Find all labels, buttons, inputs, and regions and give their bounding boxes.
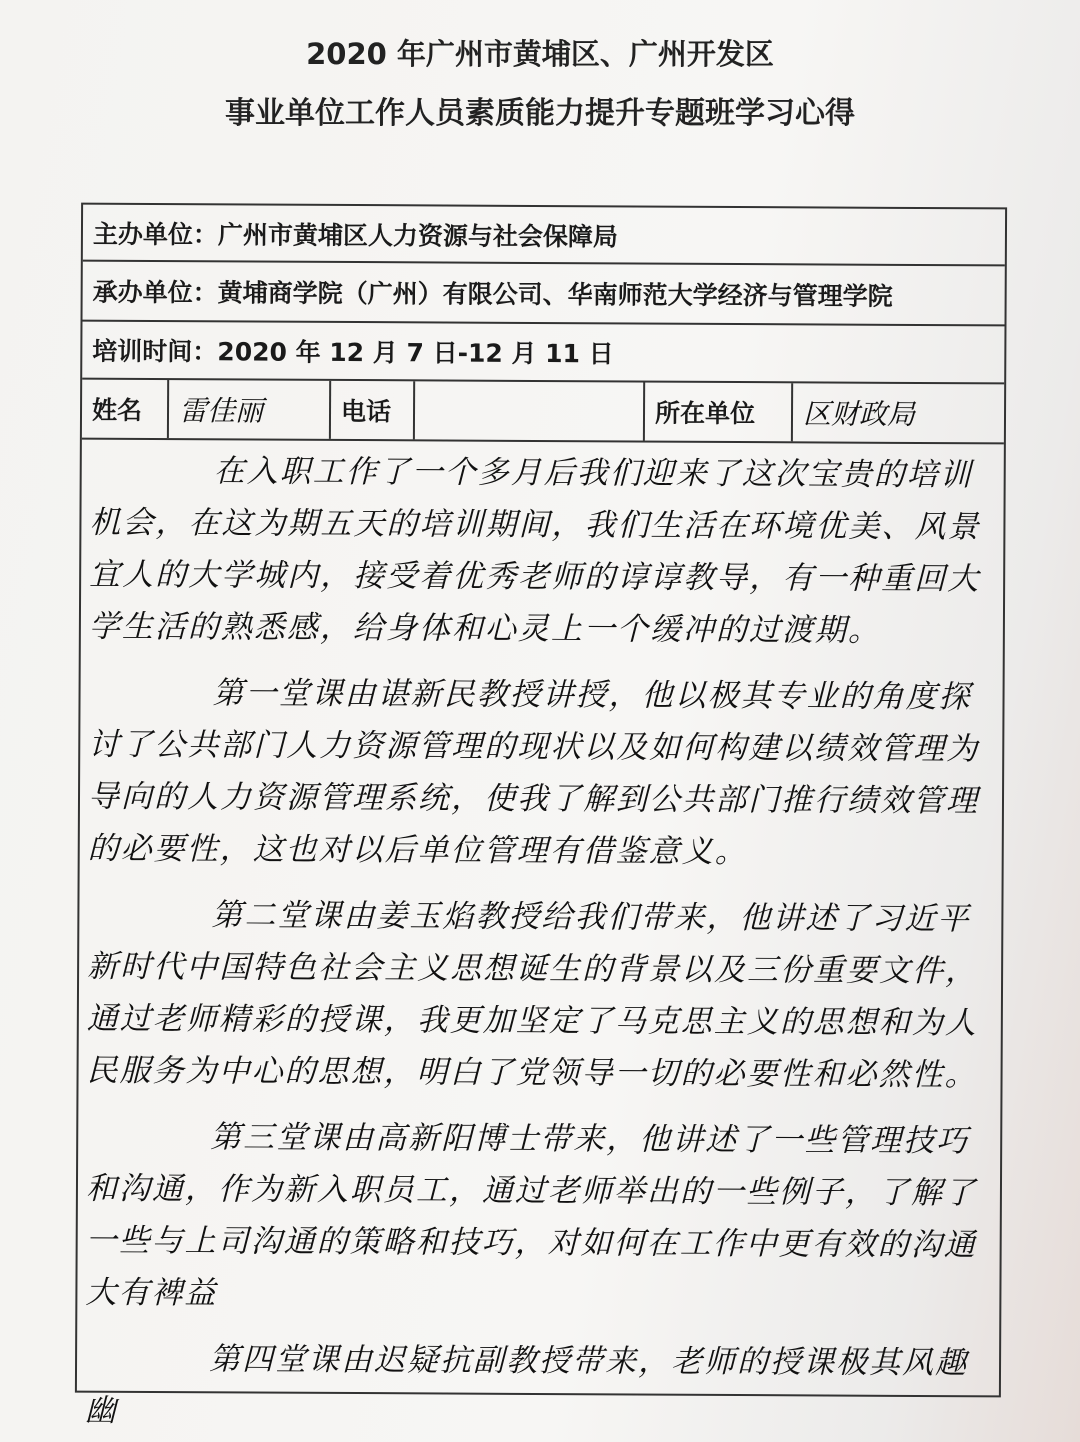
paragraph: 第一堂课由谌新民教授讲授，他以极其专业的角度探讨了公共部门人力资源管理的现状以及如何构建以绩效管理为导向的人力资源管理系统，使我了解到公共部门推行绩效管理的必要性，这也对以后单位管理有借鉴意义。	[87, 675, 980, 871]
phone-value	[415, 381, 645, 440]
paragraph: 第四堂课由迟疑抗副教授带来，老师的授课极其风趣幽	[84, 1341, 969, 1429]
organizer-row: 主办单位：广州市黄埔区人力资源与社会保障局	[83, 205, 1005, 267]
phone-label: 电话	[331, 381, 415, 439]
paragraph: 第三堂课由高新阳博士带来，他讲述了一些管理技巧和沟通，作为新入职员工，通过老师举出的一些例子，了解了一些与上司沟通的策略和技巧，对如何在工作中更有效的沟通大有裨益	[85, 1119, 978, 1312]
name-label: 姓名	[82, 380, 169, 438]
paragraph: 第二堂课由姜玉焰教授给我们带来，他讲述了习近平新时代中国特色社会主义思想诞生的背景以及三份重要文件，通过老师精彩的授课，我更加坚定了马克思主义的思想和为人民服务为中心的思想，明白了党领导一切的必要性和必然性。	[86, 897, 979, 1094]
reflection-body	[77, 445, 1004, 1442]
document-title-line2: 事业单位工作人员素质能力提升专题班学习心得	[225, 96, 855, 131]
unit-value: 区财政局	[802, 397, 916, 431]
info-row	[82, 380, 1004, 445]
paragraph: 在入职工作了一个多月后我们迎来了这次宝贵的培训机会，在这为期五天的培训期间，我们生活在环境优美、风景宜人的大学城内，接受着优秀老师的谆谆教导，有一种重回大学生活的熟悉感，给身体和心灵上一个缓冲的过渡期。	[88, 453, 981, 649]
unit-label: 所在单位	[645, 383, 793, 442]
form-table	[75, 203, 1007, 1429]
document-title-line1: 2020 年广州市黄埔区、广州开发区	[306, 37, 774, 71]
host-row: 承办单位：黄埔商学院（广州）有限公司、华南师范大学经济与管理学院	[82, 262, 1004, 327]
name-value: 雷佳丽	[169, 380, 331, 439]
training-time-row: 培训时间：2020 年 12 月 7 日-12 月 11 日	[82, 322, 1004, 385]
